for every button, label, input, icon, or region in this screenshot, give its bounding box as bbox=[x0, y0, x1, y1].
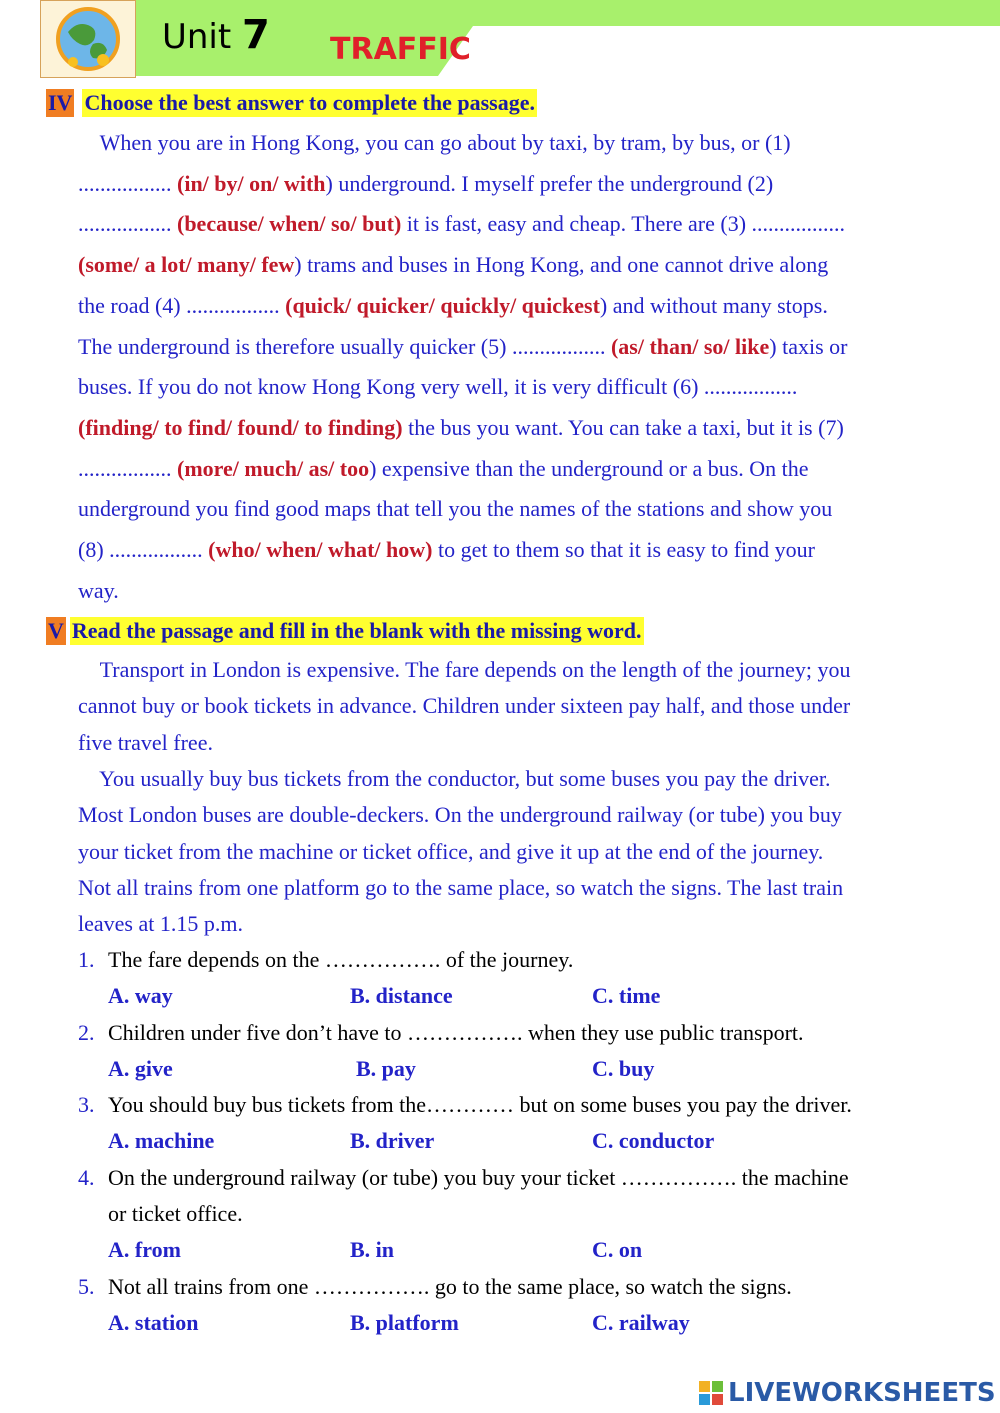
unit-logo bbox=[40, 0, 136, 78]
passage-text: ) taxis or bbox=[769, 334, 848, 359]
passage-text: underground you find good maps that tell you the names of the stations and show you bbox=[78, 496, 833, 521]
passage-text: ................. bbox=[78, 456, 177, 481]
passage-text: ................. bbox=[78, 171, 177, 196]
question-number: 3. bbox=[78, 1092, 95, 1117]
passage-line: five travel free. bbox=[78, 730, 213, 755]
question-text: Children under five don’t have to ……………. when they use public transport. bbox=[108, 1020, 804, 1045]
passage-line bbox=[78, 293, 958, 319]
passage-line: cannot buy or book tickets in advance. Children under sixteen pay half, and those under bbox=[78, 693, 851, 718]
question-number: 1. bbox=[78, 947, 95, 972]
passage-line: You usually buy bus tickets from the conductor, but some buses you pay the driver. bbox=[78, 766, 831, 791]
passage-text: way. bbox=[78, 578, 119, 603]
answer-choice[interactable]: A. machine bbox=[108, 1128, 215, 1153]
answer-choice[interactable]: C. railway bbox=[592, 1310, 690, 1335]
passage-line bbox=[78, 415, 958, 441]
passage-line bbox=[78, 537, 958, 563]
answer-choice[interactable]: C. on bbox=[592, 1237, 643, 1262]
passage-line bbox=[78, 171, 958, 197]
answer-options: (more/ much/ as/ too bbox=[177, 456, 370, 481]
section-v-number: V bbox=[48, 618, 64, 643]
unit-number: 7 bbox=[242, 12, 270, 58]
section-iv-heading bbox=[46, 89, 537, 117]
passage-line bbox=[78, 456, 958, 482]
passage-text: When you are in Hong Kong, you can go about by taxi, by tram, by bus, or (1) bbox=[78, 130, 791, 155]
question-text: You should buy bus tickets from the………… but on some buses you pay the driver. bbox=[108, 1092, 852, 1117]
globe-icon bbox=[53, 4, 123, 74]
passage-line bbox=[78, 130, 958, 156]
passage-text: ) underground. I myself prefer the underground (2) bbox=[325, 171, 774, 196]
question-number: 4. bbox=[78, 1165, 95, 1190]
passage-text: ) and without many stops. bbox=[599, 293, 828, 318]
answer-choice[interactable]: B. pay bbox=[356, 1056, 416, 1081]
passage-line bbox=[78, 334, 958, 360]
question-text: The fare depends on the ……………. of the journey. bbox=[108, 947, 574, 972]
answer-choice[interactable]: A. way bbox=[108, 983, 173, 1008]
answer-choice[interactable]: C. time bbox=[592, 983, 661, 1008]
section-v-heading bbox=[46, 617, 644, 645]
answer-choice[interactable]: C. buy bbox=[592, 1056, 655, 1081]
answer-options: (because/ when/ so/ but) bbox=[177, 211, 402, 236]
section-iv-instruction: Choose the best answer to complete the passage. bbox=[84, 90, 536, 115]
passage-line: leaves at 1.15 p.m. bbox=[78, 911, 243, 936]
passage-text: the bus you want. You can take a taxi, but it is (7) bbox=[402, 415, 844, 440]
answer-options: (as/ than/ so/ like bbox=[610, 334, 770, 359]
passage-line: Most London buses are double-deckers. On the underground railway (or tube) you buy bbox=[78, 802, 842, 827]
passage-text: ) expensive than the underground or a bus. On the bbox=[369, 456, 809, 481]
answer-choice[interactable]: A. give bbox=[108, 1056, 173, 1081]
answer-choice[interactable]: B. in bbox=[350, 1237, 395, 1262]
topic-title: TRAFFIC bbox=[330, 32, 471, 67]
answer-choice[interactable]: A. station bbox=[108, 1310, 199, 1335]
passage-line bbox=[78, 211, 958, 237]
question-text: Not all trains from one ……………. go to the same place, so watch the signs. bbox=[108, 1274, 792, 1299]
passage-line bbox=[78, 252, 958, 278]
question-number: 2. bbox=[78, 1020, 95, 1045]
passage-text: The underground is therefore usually quicker (5) ................. bbox=[78, 334, 611, 359]
answer-choice[interactable]: B. driver bbox=[350, 1128, 435, 1153]
answer-options: (in/ by/ on/ with bbox=[177, 171, 326, 196]
passage-line: Transport in London is expensive. The fare depends on the length of the journey; you bbox=[78, 657, 851, 682]
answer-choice[interactable]: B. platform bbox=[350, 1310, 459, 1335]
question-text: On the underground railway (or tube) you buy your ticket ……………. the machine bbox=[108, 1165, 849, 1190]
passage-line bbox=[78, 578, 958, 604]
passage-text: ................. bbox=[78, 211, 177, 236]
answer-options: (some/ a lot/ many/ few bbox=[78, 252, 295, 277]
liveworksheets-icon bbox=[698, 1380, 724, 1406]
passage-text: buses. If you do not know Hong Kong very well, it is very difficult (6) ................. bbox=[78, 374, 798, 399]
passage-text: the road (4) ................. bbox=[78, 293, 286, 318]
passage-line bbox=[78, 374, 958, 400]
answer-choice[interactable]: C. conductor bbox=[592, 1128, 715, 1153]
section-iv-number: IV bbox=[48, 90, 73, 115]
passage-text: it is fast, easy and cheap. There are (3) ................. bbox=[401, 211, 846, 236]
answer-options: (quick/ quicker/ quickly/ quickest bbox=[285, 293, 600, 318]
unit-heading bbox=[162, 12, 270, 58]
passage-text: ) trams and buses in Hong Kong, and one cannot drive along bbox=[294, 252, 829, 277]
section-v-instruction: Read the passage and fill in the blank with the missing word. bbox=[71, 618, 642, 643]
liveworksheets-brand: LIVEWORKSHEETS bbox=[728, 1378, 996, 1408]
unit-word: Unit bbox=[162, 17, 232, 57]
passage-line: your ticket from the machine or ticket office, and give it up at the end of the journey. bbox=[78, 839, 824, 864]
question-text: or ticket office. bbox=[108, 1201, 243, 1226]
answer-choice[interactable]: B. distance bbox=[350, 983, 453, 1008]
question-number: 5. bbox=[78, 1274, 95, 1299]
answer-options: (finding/ to find/ found/ to finding) bbox=[78, 415, 403, 440]
passage-text: to get to them so that it is easy to find your bbox=[432, 537, 815, 562]
liveworksheets-logo bbox=[698, 1378, 996, 1408]
answer-options: (who/ when/ what/ how) bbox=[208, 537, 433, 562]
passage-text: (8) ................. bbox=[78, 537, 209, 562]
answer-choice[interactable]: A. from bbox=[108, 1237, 181, 1262]
passage-line bbox=[78, 496, 958, 522]
passage-line: Not all trains from one platform go to the same place, so watch the signs. The last train bbox=[78, 875, 844, 900]
